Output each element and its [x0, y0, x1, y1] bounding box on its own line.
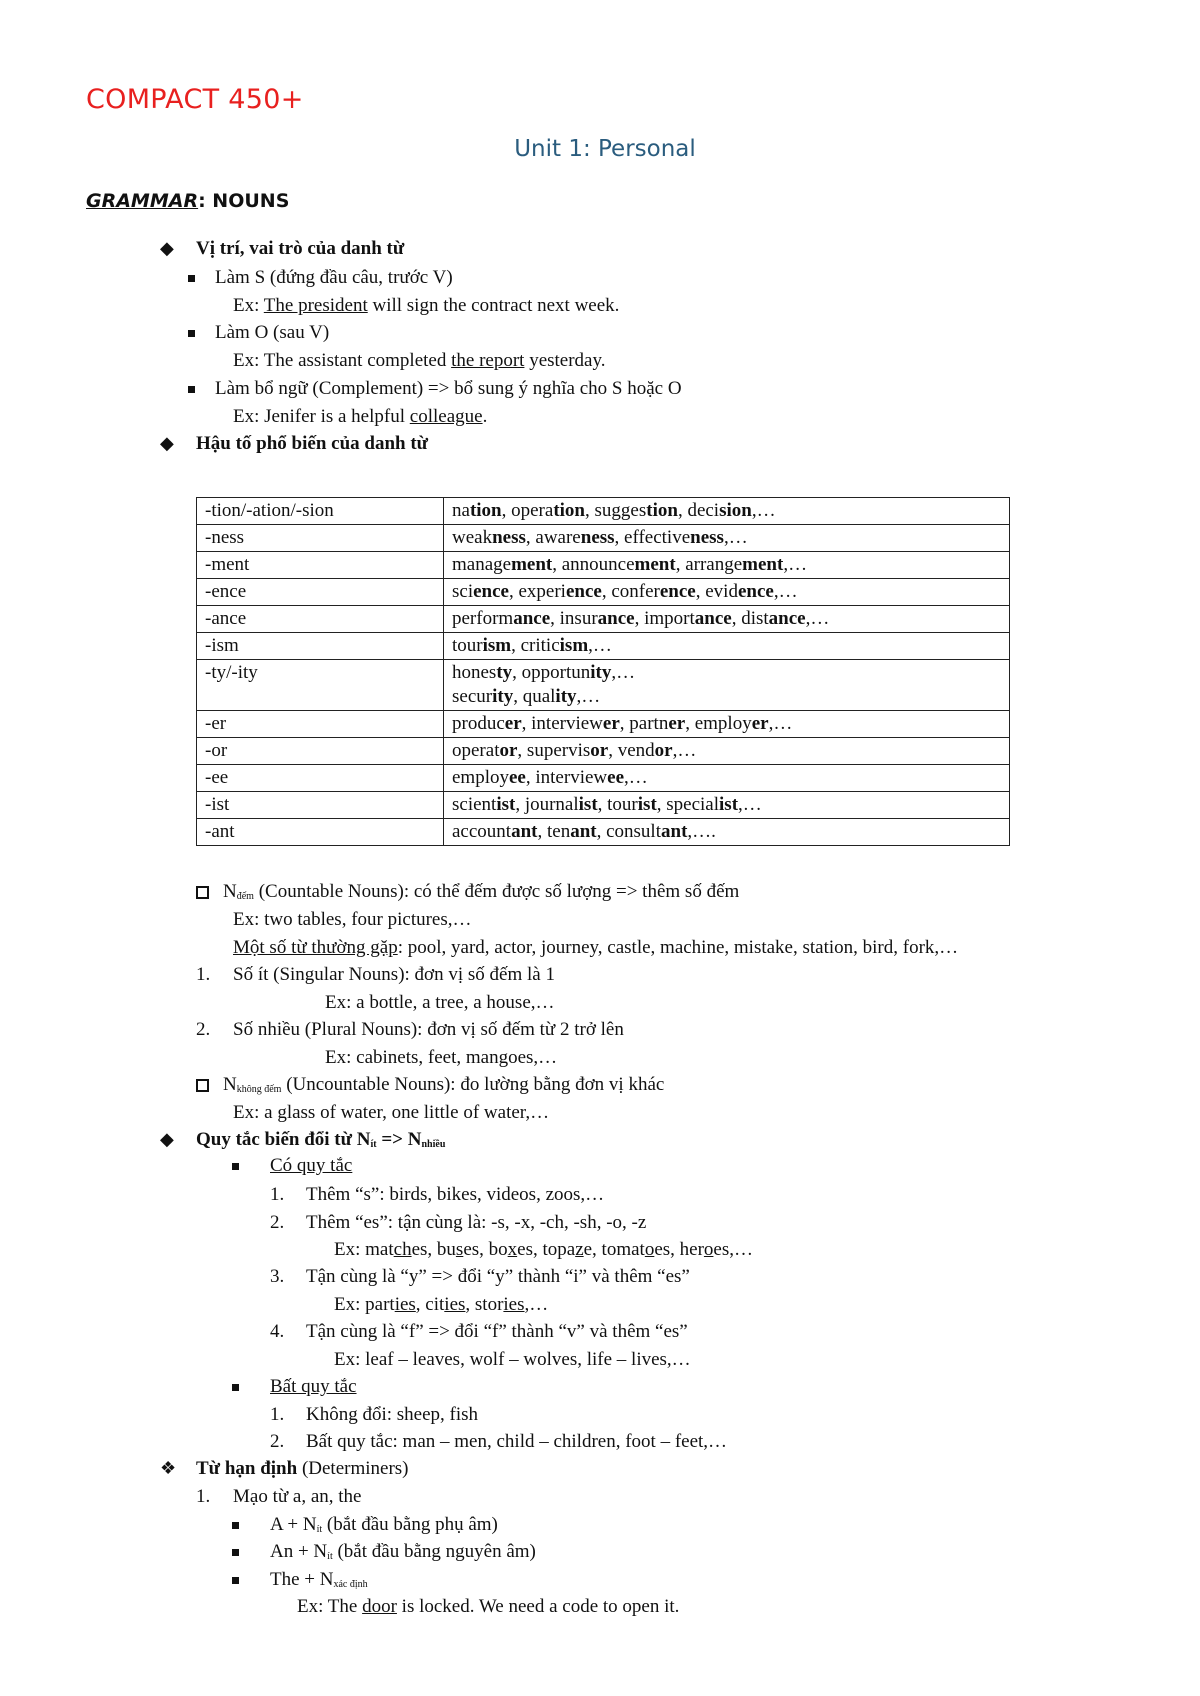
example-line: Ex: matches, buses, boxes, topaze, tomatoes, heroes,… [334, 1239, 753, 1260]
examples-line: accountant, tenant, consultant,…. [452, 821, 716, 842]
countable-nouns-line: $N_{đếm}$ (Countable Nouns): có thể đếm được số lượng => thêm số đếm [223, 881, 740, 902]
diamond-bullet-icon: ◆ [160, 238, 174, 258]
diamond-bullet-icon: ◆ [160, 1129, 174, 1149]
articles-line: Mạo từ a, an, the [233, 1486, 362, 1507]
section-heading-suffixes: Hậu tố phổ biến của danh từ [196, 433, 429, 454]
grammar-heading [86, 190, 289, 212]
checkbox-bullet-icon [196, 1079, 209, 1092]
table-row [197, 660, 1010, 711]
square-bullet-icon [232, 1163, 239, 1170]
table-row [197, 738, 1010, 765]
examples-cell [444, 606, 1010, 633]
example-line: Ex: cabinets, feet, mangoes,… [325, 1047, 558, 1068]
grammar-topic: : NOUNS [198, 190, 290, 212]
table-row [197, 525, 1010, 552]
square-bullet-icon [232, 1577, 239, 1584]
square-bullet-icon [188, 275, 195, 282]
examples-cell [444, 552, 1010, 579]
singular-nouns-line: Số ít (Singular Nouns): đơn vị số đếm là 1 [233, 964, 555, 985]
grammar-label: GRAMMAR [86, 190, 199, 212]
example-line: Ex: a bottle, a tree, a house,… [325, 992, 555, 1013]
examples-cell [444, 525, 1010, 552]
example-line: Ex: a glass of water, one little of water,… [233, 1102, 550, 1123]
examples-cell [444, 498, 1010, 525]
examples-line: weakness, awareness, effectiveness,… [452, 527, 748, 548]
square-bullet-icon [232, 1549, 239, 1556]
irregular-rules-label: Bất quy tắc [270, 1376, 357, 1397]
examples-cell [444, 660, 1010, 711]
list-item: Làm S (đứng đầu câu, trước V) [215, 267, 453, 288]
example-line: Ex: two tables, four pictures,… [233, 909, 472, 930]
example-line: Ex: The president will sign the contract next week. [233, 295, 620, 316]
rule-line: Thêm “es”: tận cùng là: -s, -x, -ch, -sh, -o, -z [306, 1212, 647, 1233]
examples-line: employee, interviewee,… [452, 767, 648, 788]
examples-cell [444, 792, 1010, 819]
example-line: Ex: The assistant completed the report yesterday. [233, 350, 606, 371]
examples-line: nation, operation, suggestion, decision,… [452, 500, 776, 521]
list-number: 4. [270, 1321, 285, 1342]
table-row [197, 606, 1010, 633]
rule-line: Thêm “s”: birds, bikes, videos, zoos,… [306, 1184, 605, 1205]
examples-cell [444, 579, 1010, 606]
table-row [197, 711, 1010, 738]
suffix-cell: -or [197, 738, 444, 765]
suffix-cell: -ance [197, 606, 444, 633]
examples-line: management, announcement, arrangement,… [452, 554, 808, 575]
examples-cell [444, 711, 1010, 738]
suffix-cell: -ism [197, 633, 444, 660]
suffix-cell: -ist [197, 792, 444, 819]
list-number: 1. [270, 1184, 285, 1205]
suffix-table [196, 497, 1010, 846]
checkbox-bullet-icon [196, 886, 209, 899]
regular-rules-label: Có quy tắc [270, 1155, 353, 1176]
list-number: 1. [196, 964, 211, 985]
square-bullet-icon [232, 1384, 239, 1391]
example-line: Ex: parties, cities, stories,… [334, 1294, 549, 1315]
examples-cell [444, 633, 1010, 660]
clover-bullet-icon: ❖ [160, 1458, 177, 1478]
article-rule: $An + N_{ít}$ (bắt đầu bằng nguyên âm) [270, 1541, 536, 1562]
unit-title: Unit 1: Personal [514, 136, 696, 162]
table-row [197, 579, 1010, 606]
rule-line: Tận cùng là “y” => đổi “y” thành “i” và thêm “es” [306, 1266, 690, 1287]
list-number: 2. [270, 1431, 285, 1452]
article-rule: The + $N_{xác định}$ [270, 1569, 368, 1590]
section-heading-determiners: Từ hạn định (Determiners) [196, 1458, 409, 1479]
suffix-cell: -ee [197, 765, 444, 792]
table-row [197, 498, 1010, 525]
list-number: 1. [270, 1404, 285, 1425]
table-row [197, 633, 1010, 660]
table-row [197, 765, 1010, 792]
document-title: COMPACT 450+ [86, 84, 304, 115]
square-bullet-icon [188, 330, 195, 337]
list-number: 2. [196, 1019, 211, 1040]
list-number: 1. [196, 1486, 211, 1507]
examples-cell [444, 738, 1010, 765]
suffix-cell: -ant [197, 819, 444, 846]
suffix-cell: -ness [197, 525, 444, 552]
table-row [197, 792, 1010, 819]
section-heading-noun-roles: Vị trí, vai trò của danh từ [196, 238, 405, 259]
common-words-line: Một số từ thường gặp: pool, yard, actor, journey, castle, machine, mistake, station, bird, fork,… [233, 937, 959, 958]
examples-line: performance, insurance, importance, distance,… [452, 608, 830, 629]
section-heading-plural-rules: Quy tắc biến đổi từ $N_{ít} => N_{nhiều}$ [196, 1129, 446, 1150]
rule-line: Tận cùng là “f” => đổi “f” thành “v” và thêm “es” [306, 1321, 688, 1342]
table-row [197, 819, 1010, 846]
examples-line: producer, interviewer, partner, employer,… [452, 713, 793, 734]
suffix-cell: -ty/-ity [197, 660, 444, 711]
rule-line: Không đổi: sheep, fish [306, 1404, 479, 1425]
table-row [197, 552, 1010, 579]
example-line: Ex: leaf – leaves, wolf – wolves, life – lives,… [334, 1349, 691, 1370]
suffix-cell: -er [197, 711, 444, 738]
list-number: 3. [270, 1266, 285, 1287]
square-bullet-icon [188, 386, 195, 393]
examples-line: tourism, criticism,… [452, 635, 612, 656]
suffix-cell: -tion/-ation/-sion [197, 498, 444, 525]
examples-line: science, experience, conference, evidence,… [452, 581, 798, 602]
examples-line: scientist, journalist, tourist, specialist,… [452, 794, 762, 815]
example-line: Ex: The door is locked. We need a code to open it. [297, 1596, 680, 1617]
diamond-bullet-icon: ◆ [160, 433, 174, 453]
list-number: 2. [270, 1212, 285, 1233]
rule-line: Bất quy tắc: man – men, child – children, foot – feet,… [306, 1431, 728, 1452]
examples-line: operator, supervisor, vendor,… [452, 740, 697, 761]
uncountable-nouns-line: $N_{không đếm}$ (Uncountable Nouns): đo lường bằng đơn vị khác [223, 1074, 665, 1095]
examples-cell [444, 765, 1010, 792]
example-line: Ex: Jenifer is a helpful colleague. [233, 406, 488, 427]
examples-cell [444, 819, 1010, 846]
list-item: Làm O (sau V) [215, 322, 330, 343]
examples-line: honesty, opportunity,… [452, 662, 636, 683]
examples-line: security, quality,… [452, 686, 601, 707]
list-item: Làm bổ ngữ (Complement) => bổ sung ý nghĩa cho S hoặc O [215, 378, 682, 399]
suffix-cell: -ment [197, 552, 444, 579]
square-bullet-icon [232, 1522, 239, 1529]
suffix-cell: -ence [197, 579, 444, 606]
article-rule: $A + N_{ít}$ (bắt đầu bằng phụ âm) [270, 1514, 498, 1535]
plural-nouns-line: Số nhiều (Plural Nouns): đơn vị số đếm từ 2 trở lên [233, 1019, 624, 1040]
